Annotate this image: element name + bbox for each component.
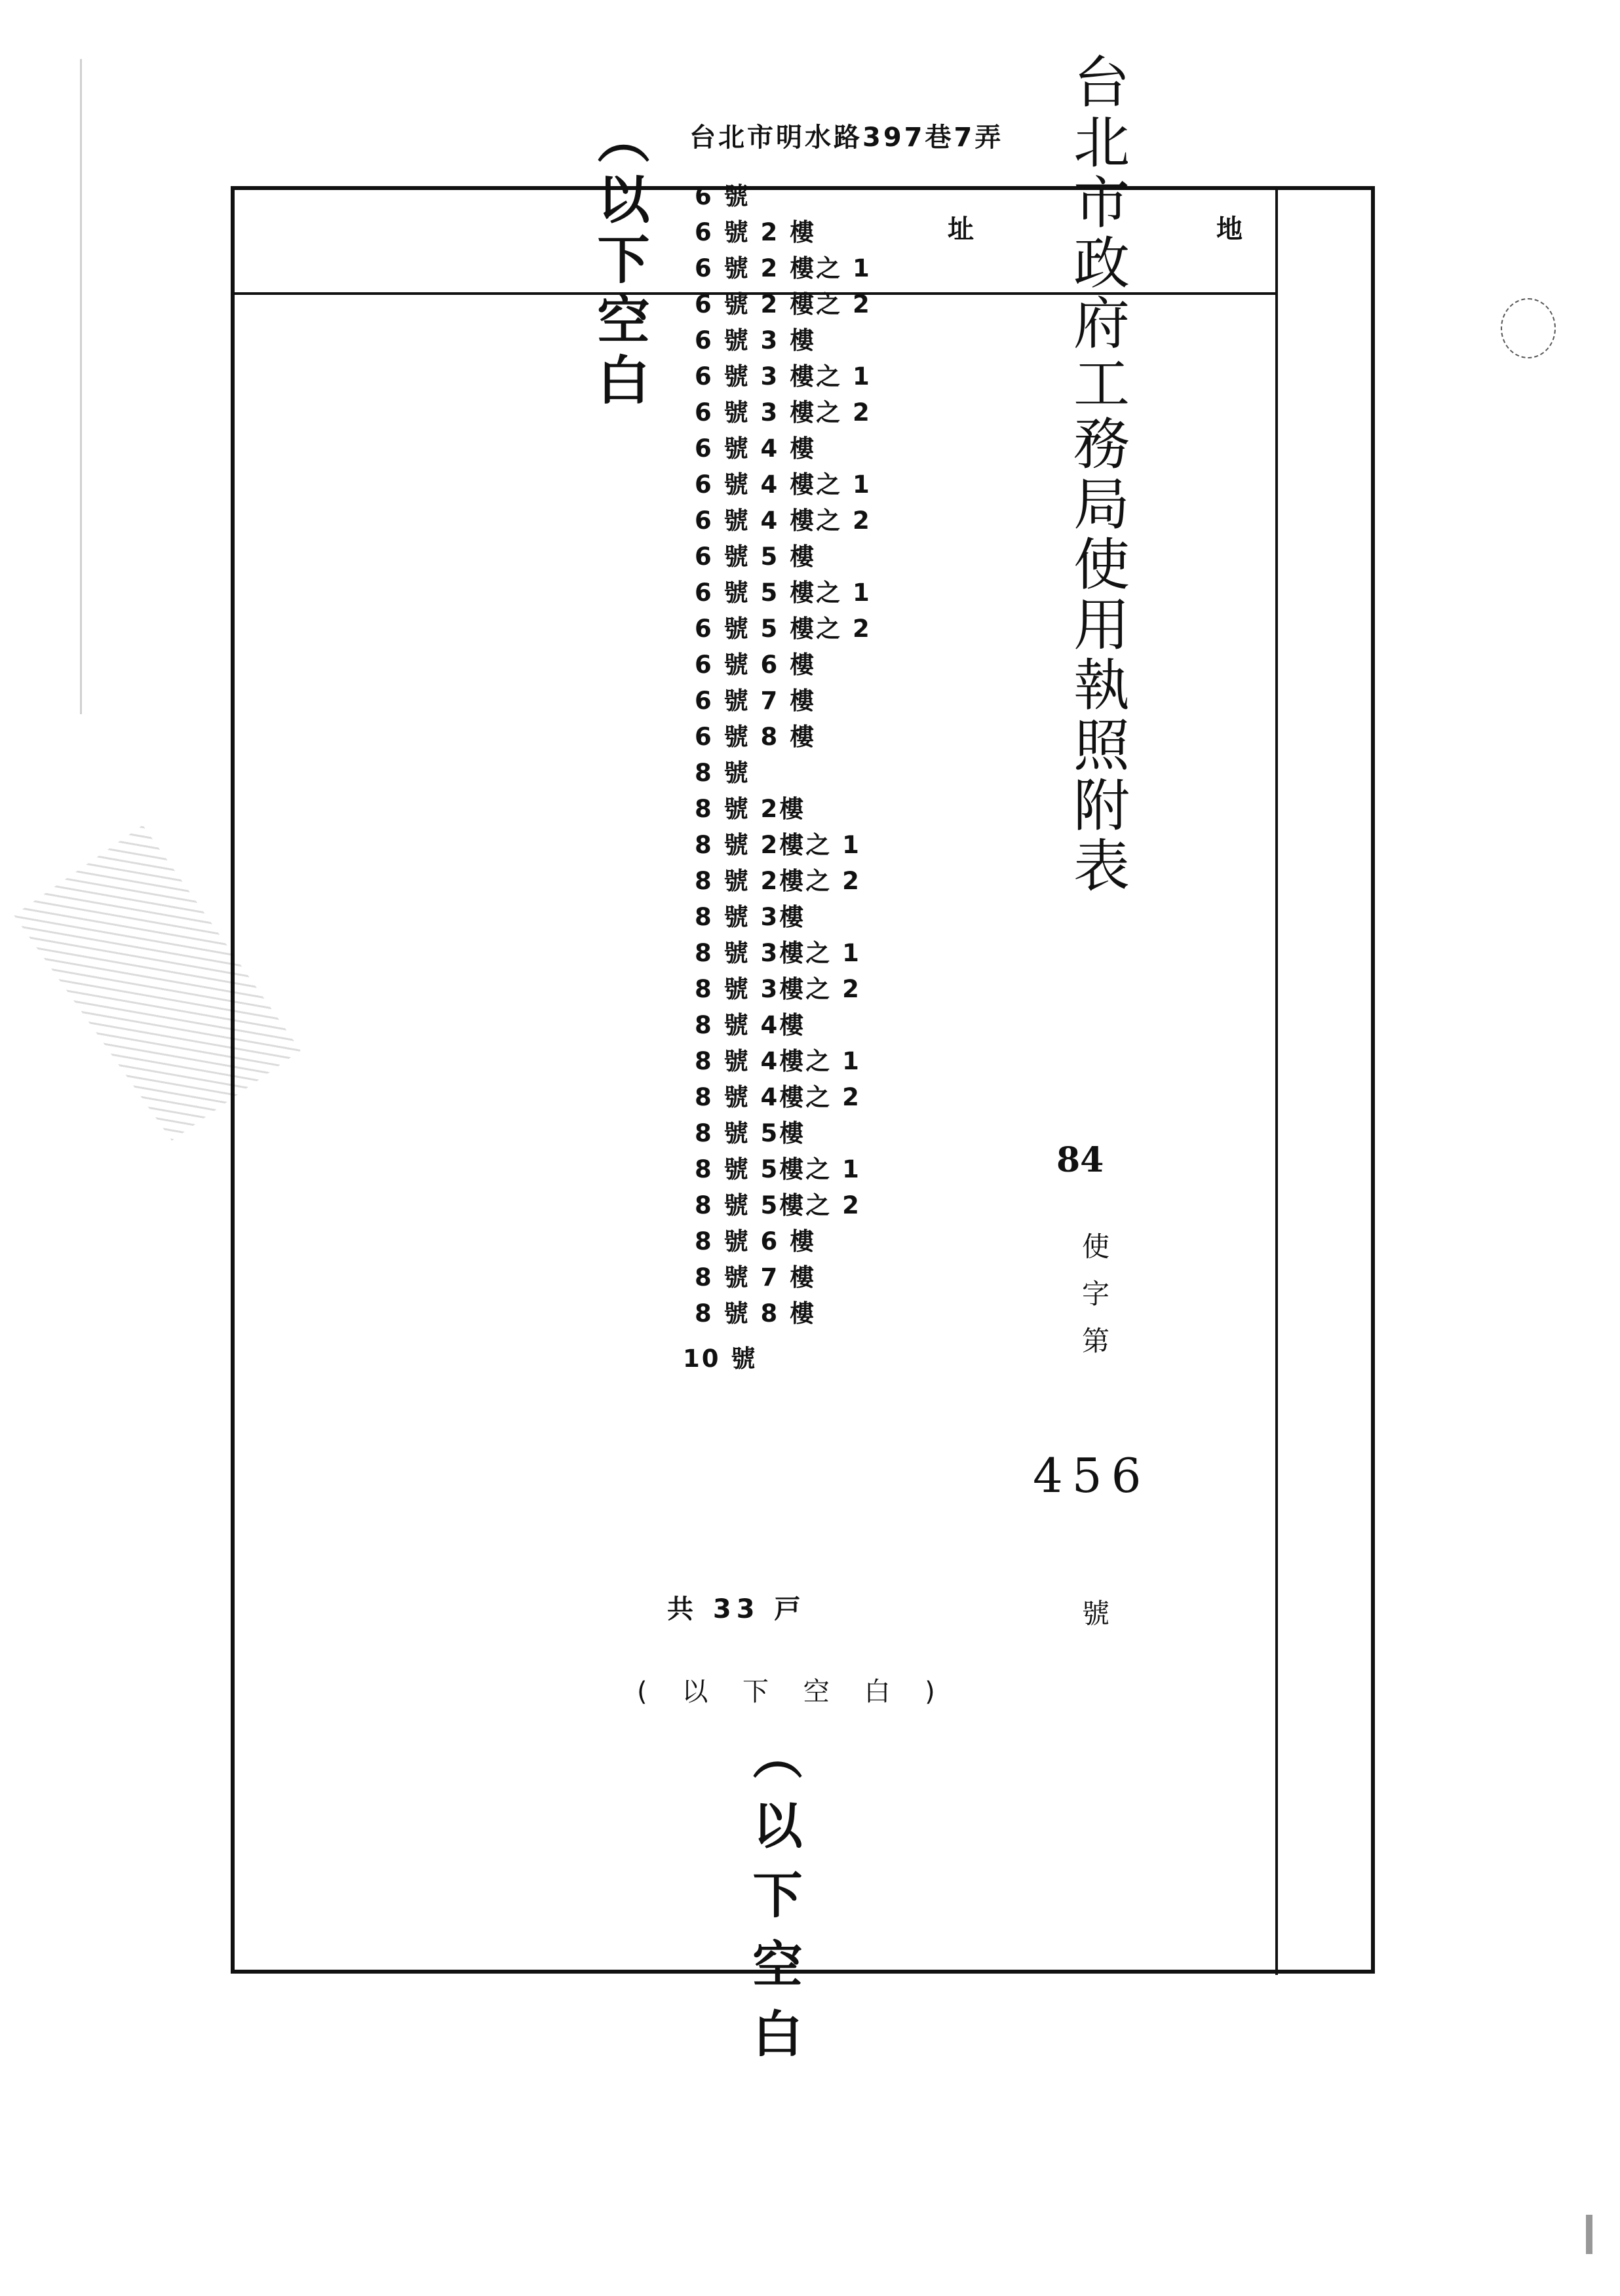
blank-stamp-bottom: ︵以下空白 [744,1730,803,2077]
unit-row: 8 號 4樓之 1 [695,1047,861,1075]
punch-hole [1501,298,1556,358]
unit-row: 6 號 8 樓 [695,723,817,751]
unit-row: 6 號 7 樓 [695,687,817,715]
street-address: 台北市明水路397巷7弄 [689,123,1004,153]
header-address-char-1: 地 [1216,214,1243,244]
permit-number: 456 [1033,1448,1151,1503]
unit-row: 10 號 [683,1345,758,1373]
unit-total: 共 33 戸 [667,1594,806,1624]
unit-row: 8 號 2樓之 2 [695,867,861,895]
unit-row: 8 號 8 樓 [695,1299,817,1328]
unit-row: 6 號 3 樓之 1 [695,362,872,391]
unit-row: 8 號 [695,759,750,787]
unit-row: 8 號 5樓之 1 [695,1155,861,1183]
unit-row: 6 號 5 樓之 1 [695,579,872,607]
unit-row: 6 號 5 樓 [695,543,817,571]
permit-year: 84 [1056,1140,1104,1180]
permit-suffix: 號 [1078,1599,1110,1626]
unit-row: 8 號 3樓 [695,903,806,931]
unit-row: 6 號 2 樓之 1 [695,254,872,282]
header-address-char-2: 址 [948,214,974,244]
unit-row: 6 號 6 樓 [695,651,817,679]
unit-row: 8 號 5樓之 2 [695,1191,861,1219]
unit-row: 6 號 5 樓之 2 [695,615,872,643]
blank-below-note: ( 以 下 空 白 ) [637,1677,948,1707]
unit-row: 8 號 3樓之 2 [695,975,861,1003]
unit-row: 6 號 4 樓之 2 [695,507,872,535]
unit-row: 8 號 4樓之 2 [695,1083,861,1111]
unit-row: 8 號 2樓 [695,795,806,823]
unit-row: 6 號 2 樓之 2 [695,290,872,318]
scan-edge-mark [80,59,82,714]
unit-list [683,178,872,1377]
unit-row: 8 號 6 樓 [695,1227,817,1255]
permit-prefix: 使字第 [1078,1232,1110,1373]
unit-row: 6 號 3 樓 [695,326,817,354]
title-column-divider [1275,187,1278,1975]
unit-row: 6 號 2 樓 [695,218,817,246]
unit-row: 8 號 7 樓 [695,1263,817,1292]
unit-row: 8 號 2樓之 1 [695,831,861,859]
blank-stamp-left: ︵以下空白 [588,111,650,413]
document-title: 台北市政府工務局使用執照附表 [1064,52,1129,896]
unit-row: 6 號 3 樓之 2 [695,398,872,427]
unit-row: 6 號 [695,182,750,210]
unit-row: 6 號 4 樓 [695,434,817,463]
scan-edge-mark [1586,2215,1592,2254]
unit-row: 8 號 4樓 [695,1011,806,1039]
unit-row: 6 號 4 樓之 1 [695,470,872,499]
unit-row: 8 號 5樓 [695,1119,806,1147]
unit-row: 8 號 3樓之 1 [695,939,861,967]
